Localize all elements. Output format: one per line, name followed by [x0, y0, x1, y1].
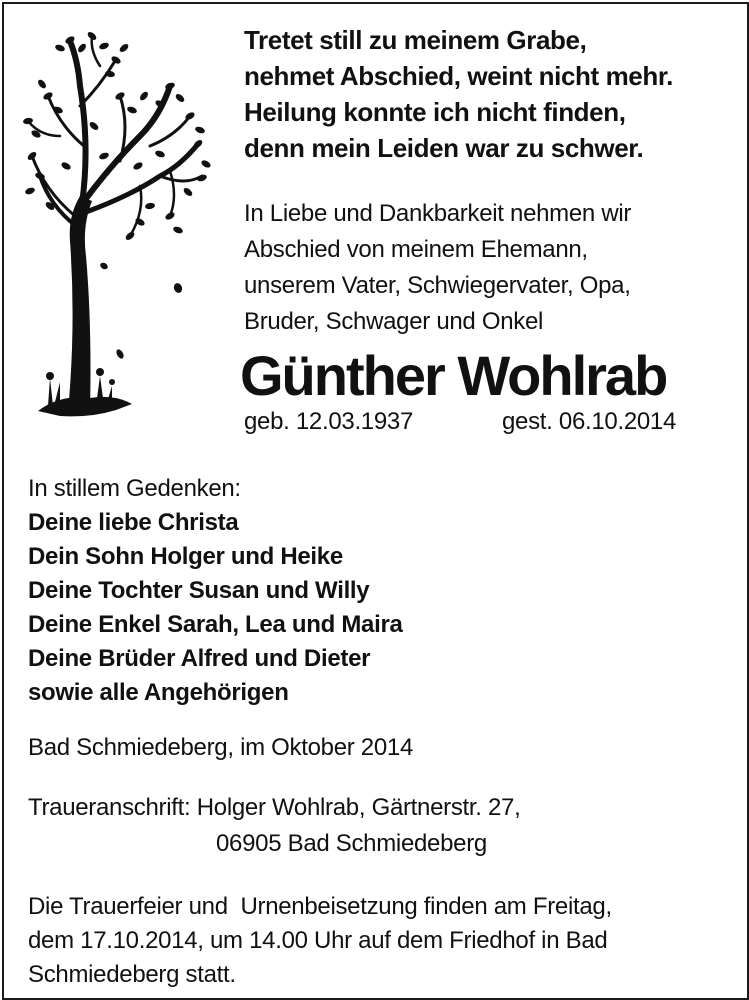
mourner-line: Deine Enkel Sarah, Lea und Maira	[28, 611, 403, 638]
farewell-text	[244, 196, 734, 340]
death-date: gest. 06.10.2014	[502, 408, 677, 435]
funeral-line: dem 17.10.2014, um 14.00 Uhr auf dem Friedhof in Bad	[28, 927, 608, 954]
birth-date: geb. 12.03.1937	[244, 408, 413, 435]
farewell-line: Abschied von meinem Ehemann,	[244, 236, 588, 263]
poem-line: Tretet still zu meinem Grabe,	[244, 25, 587, 55]
poem-line: denn mein Leiden war zu schwer.	[244, 133, 644, 163]
mourner-line: Deine Tochter Susan und Willy	[28, 577, 370, 604]
address-line-1: Traueranschrift: Holger Wohlrab, Gärtnerstr. 27,	[28, 794, 521, 821]
mourners-list	[28, 472, 728, 710]
farewell-line: In Liebe und Dankbarkeit nehmen wir	[244, 200, 632, 227]
poem-verse	[244, 22, 734, 166]
mourner-line: Dein Sohn Holger und Heike	[28, 543, 343, 570]
funeral-line: Schmiedeberg statt.	[28, 961, 236, 988]
place-and-date: Bad Schmiedeberg, im Oktober 2014	[28, 734, 413, 761]
mourning-address	[28, 790, 728, 862]
mourner-line: Deine Brüder Alfred und Dieter	[28, 645, 371, 672]
mourner-line: sowie alle Angehörigen	[28, 679, 289, 706]
farewell-line: Bruder, Schwager und Onkel	[244, 308, 544, 335]
funeral-info	[28, 890, 728, 992]
mourner-line: Deine liebe Christa	[28, 509, 239, 536]
funeral-line: Die Trauerfeier und Urnenbeisetzung finden am Freitag,	[28, 893, 612, 920]
farewell-line: unserem Vater, Schwiegervater, Opa,	[244, 272, 631, 299]
poem-line: nehmet Abschied, weint nicht mehr.	[244, 61, 673, 91]
mourners-heading: In stillem Gedenken:	[28, 475, 241, 502]
address-line-2: 06905 Bad Schmiedeberg	[216, 830, 487, 857]
tree-silhouette-icon	[20, 26, 220, 441]
poem-line: Heilung konnte ich nicht finden,	[244, 97, 626, 127]
deceased-name: Günther Wohlrab	[240, 344, 667, 407]
